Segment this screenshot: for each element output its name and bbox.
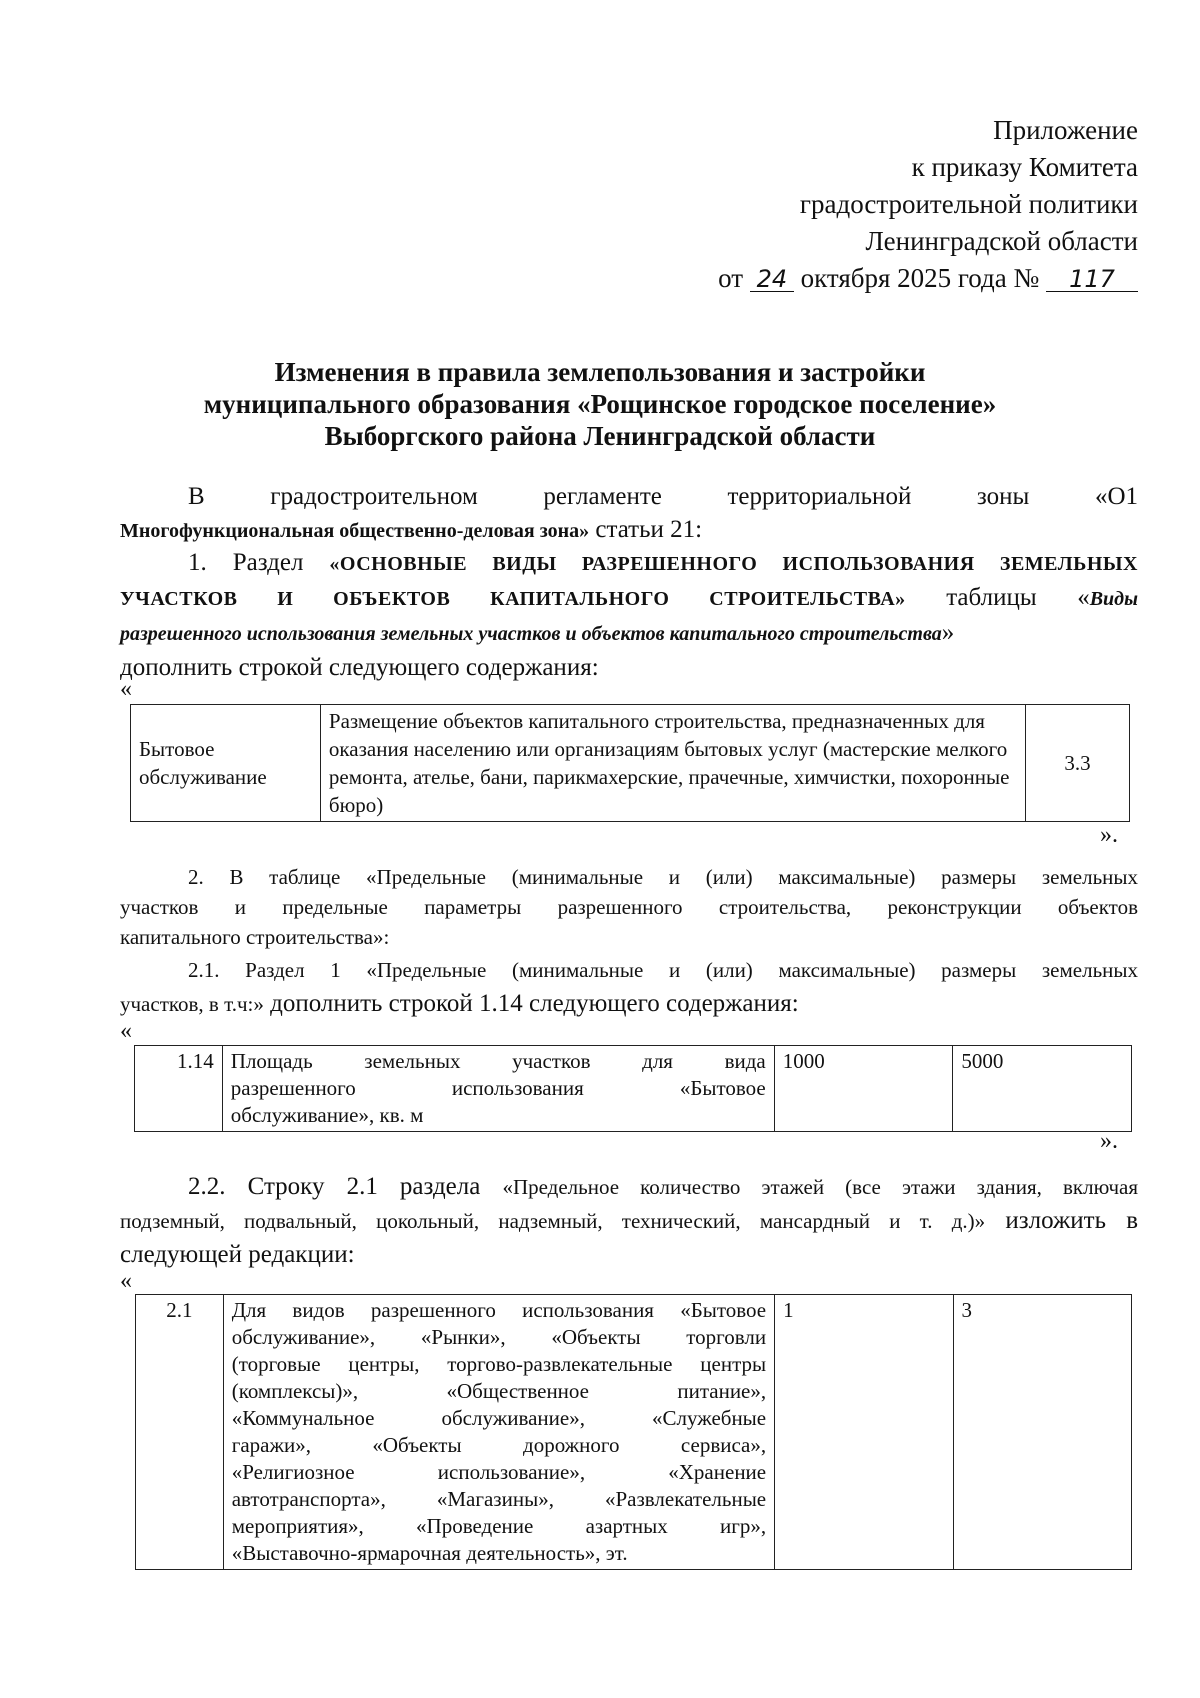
quote-open-2: « bbox=[120, 1018, 132, 1044]
intro-paragraph bbox=[120, 480, 1138, 548]
item-2-1-line-1: 2.1. Раздел 1 «Предельные (минимальные и (или) максимальные) размеры земельных bbox=[188, 958, 1138, 982]
desc-line: (торговые центры, торгово-развлекательные центры bbox=[231, 1352, 767, 1376]
intro-line-2 bbox=[120, 513, 1138, 548]
table-title-close: » bbox=[941, 619, 955, 646]
title-line-1: Изменения в правила землепользования и застройки bbox=[274, 357, 926, 387]
table-title-part-1: Виды bbox=[1089, 588, 1138, 610]
table-word: таблицы « bbox=[905, 584, 1090, 611]
table-row bbox=[131, 705, 1130, 822]
order-number-handwritten: 117 bbox=[1046, 267, 1138, 292]
desc-line: «Коммунальное обслуживание», «Служебные bbox=[231, 1406, 767, 1430]
quote-open-1: « bbox=[120, 676, 132, 702]
desc-line-2: разрешенного использования «Бытовое bbox=[230, 1076, 766, 1100]
desc-line: гаражи», «Объекты дорожного сервиса», bbox=[231, 1433, 767, 1457]
item-1-line-4: дополнить строкой следующего содержания: bbox=[120, 654, 599, 681]
appendix-line-2: к приказу Комитета bbox=[911, 152, 1138, 182]
appendix-header bbox=[620, 112, 1138, 297]
desc-line: Для видов разрешенного использования «Бытовое bbox=[231, 1298, 767, 1322]
zone-name: Многофункциональная общественно-деловая зона» bbox=[120, 520, 590, 542]
title-line-2: муниципального образования «Рощинское городское поселение» bbox=[203, 389, 997, 419]
item-2-line-2: участков и предельные параметры разрешенного строительства, реконструкции объектов bbox=[120, 895, 1138, 919]
item-1-line-2 bbox=[120, 581, 1138, 616]
table-plot-size bbox=[134, 1045, 1132, 1132]
date-day-handwritten: 24 bbox=[750, 267, 794, 292]
appendix-line-4: Ленинградской области bbox=[865, 226, 1138, 256]
item-2-1-paragraph bbox=[120, 954, 1138, 1021]
table-permitted-use bbox=[130, 704, 1130, 822]
item-2-1-rest: дополнить строкой 1.14 следующего содержания: bbox=[263, 990, 799, 1017]
use-name-cell: Бытовое обслуживание bbox=[131, 705, 321, 822]
section-name-part-2: УЧАСТКОВ И ОБЪЕКТОВ КАПИТАЛЬНОГО СТРОИТЕЛЬСТВА» bbox=[120, 588, 906, 610]
item-2-2-line-1 bbox=[120, 1170, 1138, 1204]
item-2-2-prefix: 2.2. Строку 2.1 раздела bbox=[188, 1173, 503, 1200]
table-row bbox=[136, 1295, 1132, 1570]
desc-line: «Религиозное использование», «Хранение bbox=[231, 1460, 767, 1484]
row-number-cell: 2.1 bbox=[136, 1295, 224, 1570]
row-number-cell: 1.14 bbox=[135, 1046, 223, 1132]
item-2-2-section: «Предельное количество этажей (все этажи здания, включая bbox=[502, 1175, 1139, 1199]
appendix-line-1: Приложение bbox=[993, 115, 1138, 145]
item-2-line-1: 2. В таблице «Предельные (минимальные и (или) максимальные) размеры земельных bbox=[188, 865, 1138, 889]
table-row bbox=[135, 1046, 1132, 1132]
appendix-date-line bbox=[620, 260, 1138, 297]
use-code-cell: 3.3 bbox=[1025, 705, 1129, 822]
row-description-cell bbox=[222, 1046, 774, 1132]
item-2-2-paragraph bbox=[120, 1170, 1138, 1271]
quote-close-1: ». bbox=[1100, 822, 1118, 848]
intro-line-1: В градостроительном регламенте территориальной зоны «О1 bbox=[188, 483, 1138, 510]
desc-line: (комплексы)», «Общественное питание», bbox=[231, 1379, 767, 1403]
item-2-paragraph bbox=[120, 862, 1138, 952]
item-2-1-line-2 bbox=[120, 987, 1138, 1021]
item-1-line-3 bbox=[120, 616, 1138, 651]
min-value-cell: 1000 bbox=[774, 1046, 953, 1132]
desc-line: обслуживание», «Рынки», «Объекты торговли bbox=[231, 1325, 767, 1349]
desc-line: мероприятия», «Проведение азартных игр», bbox=[231, 1514, 767, 1538]
item-1-line-1 bbox=[120, 546, 1138, 581]
row-description-cell bbox=[223, 1295, 774, 1570]
desc-line-1: Площадь земельных участков для вида bbox=[230, 1049, 766, 1073]
item-2-2-verb: изложить в bbox=[985, 1207, 1138, 1234]
date-prefix: от bbox=[718, 263, 744, 293]
title-line-3: Выборгского района Ленинградской области bbox=[324, 421, 876, 451]
quote-open-3: « bbox=[120, 1268, 132, 1294]
document-title bbox=[60, 356, 1140, 452]
item-2-1-small: участков, в т.ч:» bbox=[120, 992, 264, 1016]
use-description-cell: Размещение объектов капитального строительства, предназначенных для оказания населению или организациям бытовых услуг (мастерские мелкого ремонта, ателье, бани, парикмахерские, прачечные, химчистки, похоронные бюро) bbox=[320, 705, 1025, 822]
max-value-cell: 3 bbox=[953, 1295, 1131, 1570]
section-name-part-1: «ОСНОВНЫЕ ВИДЫ РАЗРЕШЕННОГО ИСПОЛЬЗОВАНИЯ ЗЕМЕЛЬНЫХ bbox=[329, 553, 1139, 575]
desc-line-3: обслуживание», кв. м bbox=[230, 1103, 424, 1127]
item-2-2-floors: подземный, подвальный, цокольный, надземный, технический, мансардный и т. д.)» bbox=[120, 1209, 986, 1233]
table-floor-count bbox=[135, 1294, 1132, 1570]
date-middle: октября 2025 года № bbox=[800, 263, 1040, 293]
item-2-line-3: капитального строительства»: bbox=[120, 925, 390, 949]
quote-close-2: ». bbox=[1100, 1128, 1118, 1154]
appendix-line-3: градостроительной политики bbox=[799, 189, 1138, 219]
article-ref: статьи 21: bbox=[589, 516, 703, 543]
item-1-paragraph bbox=[120, 546, 1138, 684]
desc-line: автотранспорта», «Магазины», «Развлекательные bbox=[231, 1487, 767, 1511]
desc-line: «Выставочно-ярмарочная деятельность», эт. bbox=[231, 1541, 628, 1565]
min-value-cell: 1 bbox=[775, 1295, 953, 1570]
max-value-cell: 5000 bbox=[953, 1046, 1132, 1132]
item-2-2-line-2 bbox=[120, 1204, 1138, 1238]
item-1-prefix: 1. Раздел bbox=[188, 549, 330, 576]
table-title-part-2: разрешенного использования земельных участков и объектов капитального строительства bbox=[120, 623, 942, 645]
item-2-2-line-3: следующей редакции: bbox=[120, 1241, 355, 1268]
